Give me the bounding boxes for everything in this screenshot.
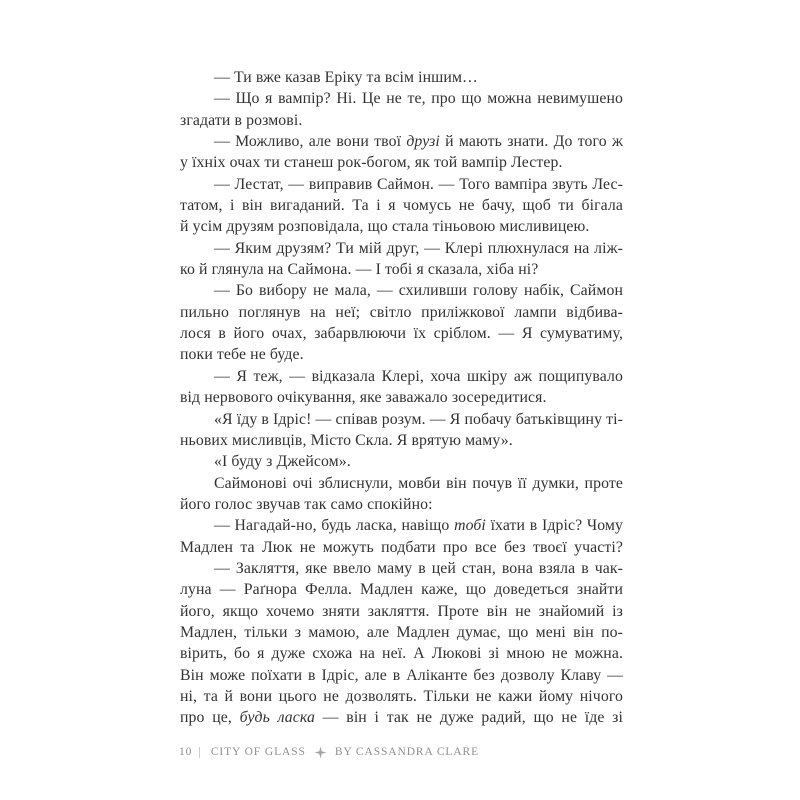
text-line: згадати в розмові.: [180, 111, 303, 129]
text-line: поки тебе не буде.: [180, 346, 304, 364]
text-line: — Нагадай-но, будь ласка, навіщо тобі їхати в Ідріс? Чому: [214, 517, 623, 535]
text-line: його, якщо хочемо зняти закляття. Проте він не знайомий із: [180, 602, 623, 620]
text-line: — Бо вибору не мала, — схиливши голову набік, Саймон: [214, 282, 623, 300]
text-line: вірить, бо я дуже схожа на неї. А Люкові зі мною не можна.: [180, 645, 623, 663]
text-line: ко й глянула на Саймона. — І тобі я сказала, хіба ні?: [180, 261, 539, 279]
text-line: лося в його очах, забарвлюючи їх сріблом. — Я сумуватиму,: [180, 325, 623, 343]
book-title: CITY OF GLASS: [210, 746, 306, 758]
text-line: — Ти вже казав Еріку та всім іншим…: [214, 69, 478, 86]
text-line: — Лестат, — виправив Саймон. — Того вампіра звуть Лес-: [214, 175, 623, 193]
text-line: Мадлен, тільки з мамою, але Мадлен думає, що мені він по-: [180, 623, 623, 641]
text-line: від нервового очікування, яке заважало зосередитися.: [180, 389, 547, 407]
text-line: — Яким друзям? Ти мій друг, — Клері плюхнулася на ліж-: [214, 239, 623, 257]
four-point-star-icon: [314, 746, 327, 759]
page-number: 10: [179, 746, 193, 758]
text-line: пильно поглянув на неї; світло приліжкової лампи відбива-: [180, 303, 623, 321]
text-line: Він може поїхати в Ідріс, але в Аліканте без дозволу Клаву —: [180, 666, 623, 684]
text-line: татом, і він вигаданий. Та і я чомусь не бачу, щоб ти бігала: [180, 197, 623, 215]
footer-separator: |: [198, 743, 202, 759]
text-line: ньових мисливців, Місто Скла. Я врятую маму».: [180, 431, 513, 449]
text-line: «Я їду в Ідріс! — співав розум. — Я побачу батьківщину ті-: [214, 410, 623, 428]
text-line: — Я теж, — відказала Клері, хоча шкіру аж пощипувало: [214, 367, 623, 385]
text-line: про це, будь ласка — він і так не дуже радий, що не їде зі: [180, 709, 623, 727]
page-footer: [179, 744, 479, 760]
text-line: ні, та й вони цього не дозволять. Тільки не кажи йому нічого: [180, 687, 623, 705]
text-line: Саймонові очі зблиснули, мовби він почув її думки, проте: [214, 474, 623, 492]
text-line: у їхніх очах ти станеш рок-богом, як той вампір Лестер.: [180, 154, 563, 172]
text-line: — Закляття, яке ввело маму в цей стан, вона взяла в чак-: [214, 559, 623, 577]
text-line: — Що я вампір? Ні. Це не те, про що можна невимушено: [214, 90, 623, 108]
page-text: [180, 67, 623, 729]
text-line: луна — Раґнора Фелла. Мадлен каже, що доведеться знайти: [180, 581, 623, 599]
text-line: «І буду з Джейсом».: [214, 453, 351, 471]
text-line: Мадлен та Люк не можуть подбати про все без твоєї участі?: [180, 538, 623, 556]
author-credit: BY CASSANDRA CLARE: [334, 746, 480, 758]
text-line: його голос звучав так само спокійно:: [180, 495, 433, 513]
text-line: — Можливо, але вони твої друзі й мають знати. До того ж: [214, 133, 623, 151]
text-line: й усім друзям розповідала, що стала тіньовою мисливицею.: [180, 218, 590, 236]
